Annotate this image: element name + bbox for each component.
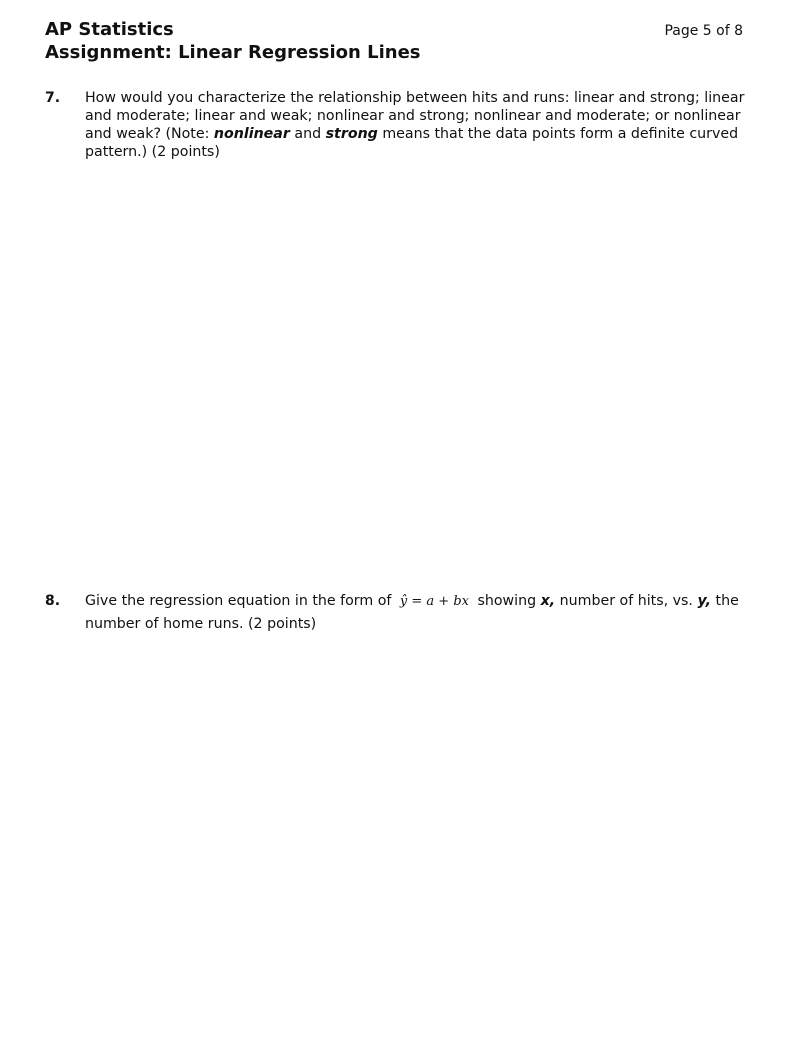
question-number: 8. — [45, 593, 61, 609]
emphasis-strong: strong — [325, 126, 378, 142]
assignment-title: Assignment: Linear Regression Lines — [45, 42, 421, 63]
question-text-part: the number of home runs. (2 points) — [85, 593, 739, 632]
question-text-part: How would you characterize the relationship between hits and runs: linear and strong; linear and moderate; linear and weak; nonlinear and strong; nonlinear and moderate; or nonlinear and weak? (Note: — [85, 90, 745, 142]
variable-x: x, — [540, 593, 556, 609]
question-text-part: means that the data points form a definite curved pattern.) (2 points) — [85, 126, 739, 160]
page-number: Page 5 of 8 — [664, 23, 743, 39]
question-text — [85, 590, 745, 636]
question-text-part: and — [289, 126, 326, 142]
regression-equation: ŷ = a + bx — [399, 594, 469, 609]
variable-y: y, — [697, 593, 711, 609]
question-text-part: number of hits, vs. — [555, 593, 698, 609]
question-text-part: showing — [477, 593, 541, 609]
question-number: 7. — [45, 90, 61, 106]
question-text — [85, 89, 745, 161]
question-text-part: Give the regression equation in the form of — [85, 593, 392, 609]
page-header — [45, 18, 745, 64]
course-title: AP Statistics — [45, 19, 174, 40]
emphasis-nonlinear: nonlinear — [213, 126, 290, 142]
